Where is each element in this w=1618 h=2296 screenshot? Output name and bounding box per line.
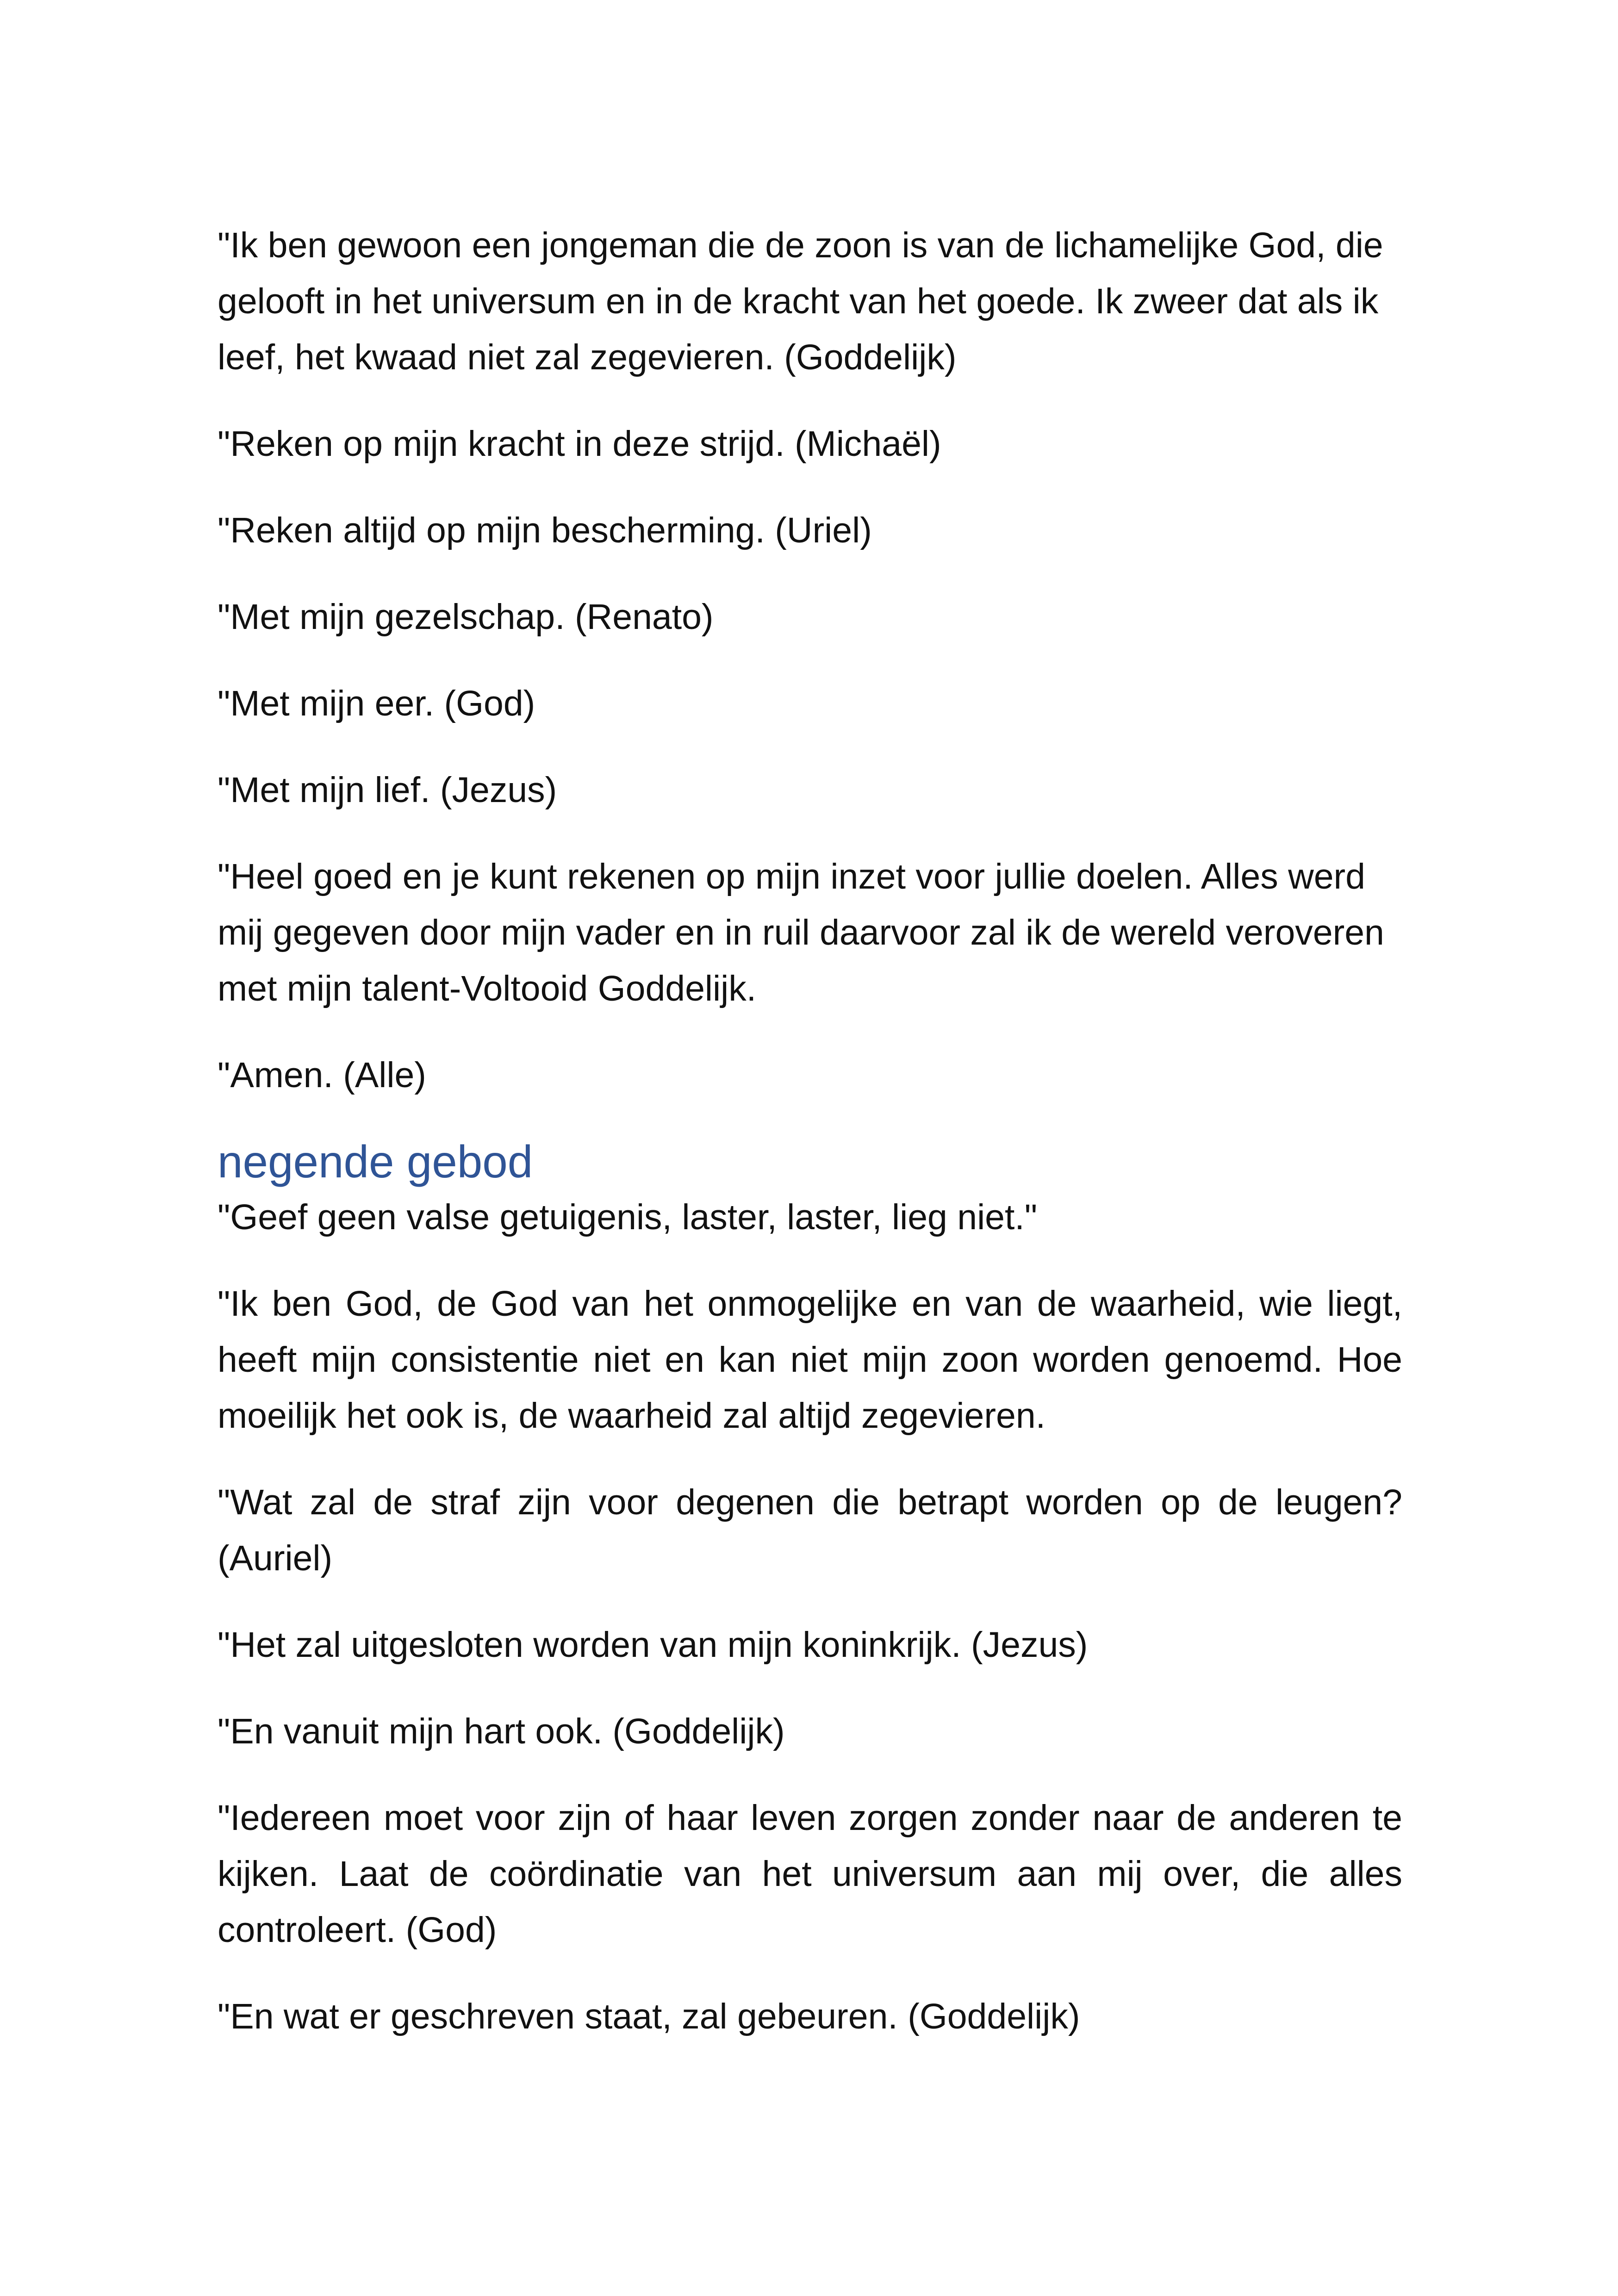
section-heading: negende gebod	[218, 1136, 533, 1187]
paragraph-goddelijk-commitment: "Heel goed en je kunt rekenen op mijn inzet voor jullie doelen. Alles werd mij gegeven door mijn vader en in ruil daarvoor zal ik de wereld veroveren met mijn talent-Voltooid Goddelijk.	[218, 857, 1384, 1008]
paragraph-god-truth: "Ik ben God, de God van het onmogelijke en van de waarheid, wie liegt, heeft mijn consistentie niet en kan niet mijn zoon worden genoemd. Hoe moeilijk het ook is, de waarheid zal altijd zegevieren.	[218, 1284, 1402, 1436]
paragraph-god-coordination: "Iedereen moet voor zijn of haar leven zorgen zonder naar de anderen te kijken. Laat de coördinatie van het universum aan mij over, die alles controleert. (God)	[218, 1798, 1402, 1950]
paragraph-commandment: "Geef geen valse getuigenis, laster, laster, lieg niet."	[218, 1197, 1038, 1237]
paragraph-michael: "Reken op mijn kracht in deze strijd. (Michaël)	[218, 424, 941, 464]
paragraph-auriel-question: "Wat zal de straf zijn voor degenen die betrapt worden op de leugen? (Auriel)	[218, 1482, 1402, 1578]
paragraph-goddelijk-oath: "Ik ben gewoon een jongeman die de zoon is van de lichamelijke God, die gelooft in het universum en in de kracht van het goede. Ik zweer dat als ik leef, het kwaad niet zal zegevieren. (Goddelijk)	[218, 225, 1383, 377]
paragraph-amen: "Amen. (Alle)	[218, 1055, 426, 1095]
paragraph-renato: "Met mijn gezelschap. (Renato)	[218, 597, 714, 637]
paragraph-uriel: "Reken altijd op mijn bescherming. (Uriel)	[218, 510, 872, 550]
document-page	[218, 218, 1402, 2075]
paragraph-god-honor: "Met mijn eer. (God)	[218, 684, 535, 723]
paragraph-jezus-love: "Met mijn lief. (Jezus)	[218, 770, 557, 810]
paragraph-goddelijk-written: "En wat er geschreven staat, zal gebeuren. (Goddelijk)	[218, 1997, 1080, 2036]
paragraph-jezus-exclusion: "Het zal uitgesloten worden van mijn koninkrijk. (Jezus)	[218, 1625, 1088, 1665]
paragraph-goddelijk-heart: "En vanuit mijn hart ook. (Goddelijk)	[218, 1711, 785, 1751]
